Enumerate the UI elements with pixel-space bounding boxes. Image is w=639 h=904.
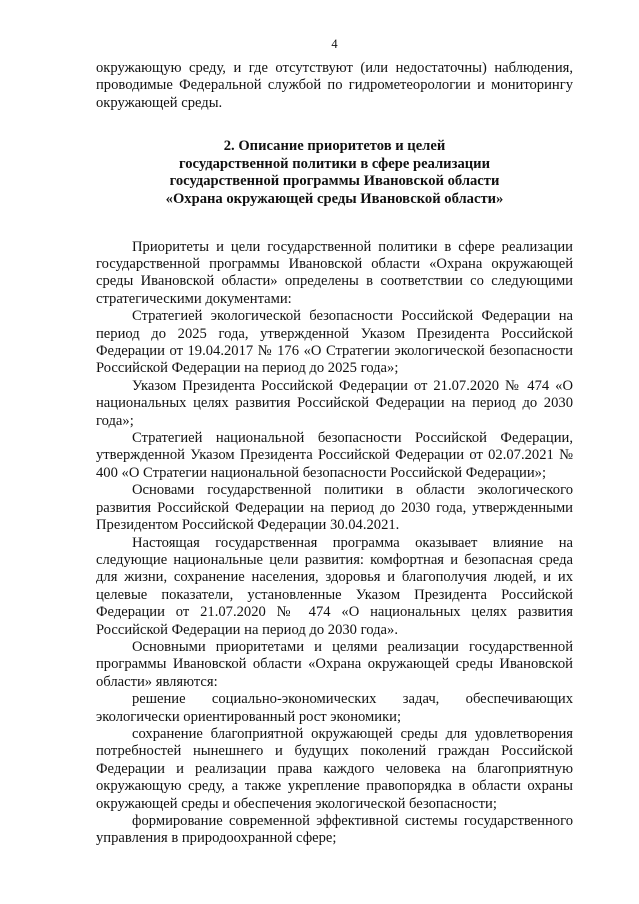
section-heading-line: государственной программы Ивановской области: [169, 173, 500, 190]
paragraph-governance-system: формирование современной эффективной системы государственного управления в природоохранной сфере;: [96, 813, 573, 847]
paragraph-main-priorities: Основными приоритетами и целями реализации государственной программы Ивановской области «Охрана окружающей среды Ивановской области» являются:: [96, 638, 573, 690]
intro-paragraph: окружающую среду, и где отсутствуют (или недостаточны) наблюдения, проводимые Федеральной службой по гидрометеорологии и мониторингу окружающей среды.: [96, 60, 573, 111]
paragraph-economic-tasks: решение социально-экономических задач, обеспечивающих экологически ориентированный рост экономики;: [96, 691, 573, 725]
section-heading-line: государственной политики в сфере реализации: [179, 155, 490, 172]
section-heading: [96, 138, 573, 208]
paragraph-decree-474: Указом Президента Российской Федерации от 21.07.2020 № 474 «О национальных целях развития Российской Федерации на период до 2030 года»;: [96, 377, 573, 429]
paragraph-ecological-strategy: Стратегией экологической безопасности Российской Федерации на период до 2025 года, утвержденной Указом Президента Российской Федерации от 19.04.2017 № 176 «О Стратегии экологической безопасности Российской Федерации на период до 2025 года»;: [96, 308, 573, 377]
section-heading-line: «Охрана окружающей среды Ивановской области»: [165, 191, 504, 207]
paragraph-ecological-policy-basics: Основами государственной политики в области экологического развития Российской Федерации на период до 2030 года, утвержденными Президентом Российской Федерации 30.04.2021.: [96, 482, 573, 534]
paragraph-priorities-intro: Приоритеты и цели государственной политики в сфере реализации государственной программы Ивановской области «Охрана окружающей среды Ивановской области» определены в соответствии со следующими стратегическими документами:: [96, 238, 573, 307]
section-heading-line: 2. Описание приоритетов и целей: [223, 138, 446, 155]
paragraph-national-security-strategy: Стратегией национальной безопасности Российской Федерации, утвержденной Указом Президента Российской Федерации от 02.07.2021 № 400 «О Стратегии национальной безопасности Российской Федерации»;: [96, 430, 573, 481]
page-number: 4: [331, 37, 338, 51]
paragraph-environment-preservation: сохранение благоприятной окружающей среды для удовлетворения потребностей нынешнего и будущих поколений граждан Российской Федерации и реализации права каждого человека на благоприятную окружающую среду, а также укрепление правопорядка в области охраны окружающей среды и обеспечения экологической безопасности;: [96, 725, 573, 812]
paragraph-national-goals: Настоящая государственная программа оказывает влияние на следующие национальные цели развития: комфортная и безопасная среда для жизни, сохранение населения, здоровья и благополучия людей, и их целевые показатели, установленные Указом Президента Российской Федерации от 21.07.2020 № 474 «О национальных целях развития Российской Федерации на период до 2030 года».: [96, 534, 573, 638]
